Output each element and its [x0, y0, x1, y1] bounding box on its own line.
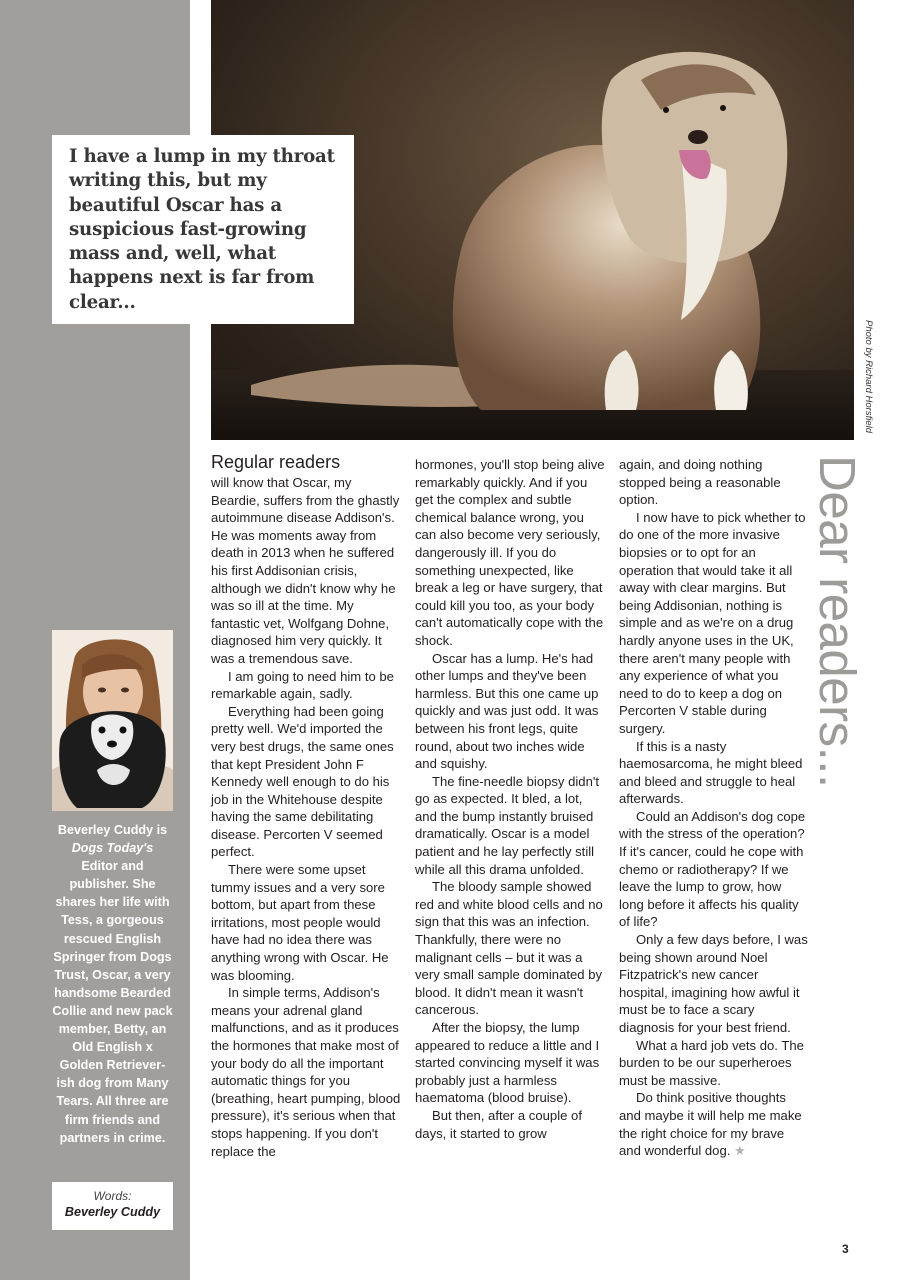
side-heading — [808, 455, 866, 788]
article-paragraph: The bloody sample showed red and white blood cells and no sign that this was an infection. Thankfully, there were no malignant cells – but it was a very small sample dominated by blood. It didn't mean it wasn't cancerous. — [415, 879, 603, 1018]
article-paragraph: If this is a nasty haemosarcoma, he might bleed and bleed and struggle to heal afterwards. — [619, 738, 803, 807]
article-paragraph: But then, after a couple of days, it started to grow — [415, 1107, 582, 1141]
byline-author: Beverley Cuddy — [64, 1205, 161, 1219]
pull-quote-box — [52, 135, 354, 324]
photo-credit-text: Photo by Richard Horsfield — [863, 320, 874, 433]
byline-box — [52, 1182, 173, 1230]
article-paragraph: After the biopsy, the lump appeared to reduce a little and I started convincing myself it was probably just a harmless haematoma (blood bruise). — [415, 1020, 600, 1106]
article-paragraph: Everything had been going pretty well. We'd imported the very best drugs, the same ones that kept President John F Kennedy well enough to do his job in the Whitehouse despite having the same debilitating disease. Percorten V seemed perfect. — [211, 703, 394, 860]
article-paragraph: again, and doing nothing stopped being a reasonable option. — [619, 457, 781, 508]
pull-quote-text: I have a lump in my throat writing this, but my beautiful Oscar has a suspicious fast-growing mass and, well, what happens next is far from clear... — [69, 146, 335, 313]
author-bio-text — [52, 821, 173, 1147]
article-paragraph: What a hard job vets do. The burden to be our superheroes must be massive. — [619, 1037, 804, 1088]
article-paragraph: There were some upset tummy issues and a very sore bottom, but apart from these irritations, most people would have had no idea there was anything wrong with Oscar. He was blooming. — [211, 862, 389, 983]
photo-credit — [862, 320, 874, 450]
bio-magazine-name: Dogs Today's — [71, 841, 154, 856]
article-paragraph: Could an Addison's dog cope with the stress of the operation? If it's cancer, could he cope with chemo or radiotherapy? If we leave the lump to grow, how long before it affects his quality of life? — [619, 808, 806, 930]
end-mark-icon: ★ — [734, 1143, 746, 1159]
author-photo — [52, 630, 173, 811]
article-paragraph-final — [619, 1089, 809, 1159]
article-paragraph: Oscar has a lump. He's had other lumps and they've been harmless. But this one came up quickly and was just odd. It was between his front legs, quite round, about two inches wide and squishy. — [415, 650, 599, 772]
article-paragraph: The fine-needle biopsy didn't go as expected. It bled, a lot, and the bump instantly bruised dramatically. Oscar is a model patient and he lay perfectly still while all this drama unfolded. — [415, 773, 600, 877]
author-bio — [52, 821, 173, 1147]
byline-label: Words: — [93, 1189, 132, 1203]
article-paragraph: In simple terms, Addison's means your adrenal gland malfunctions, and as it produces the hormones that make most of your body do all the important automatic things for you (breathing, heart pumping, blood pressure), it's serious when that stops happening. If you don't replace the — [211, 985, 401, 1159]
final-paragraph-text: Do think positive thoughts and maybe it will help me make the right choice for my brave and wonderful dog. — [619, 1090, 802, 1159]
side-heading-text: Dear readers... — [809, 455, 866, 788]
article-lead-in: Regular readers — [211, 452, 341, 472]
article-paragraph: hormones, you'll stop being alive remarkably quickly. And if you get the complex and subtle chemical balance wrong, you can also become very seriously, dangerously ill. If you do something unexpected, like break a leg or have surgery, that could kill you too, as your body can't automatically cope with the shock. — [415, 457, 605, 648]
article-paragraph: I now have to pick whether to do one of the more invasive biopsies or to opt for an operation that would take it all away with clear margins. But being Addisonian, nothing is simple and as we're on a drug hardly anyone uses in the UK, there aren't many people with any experience of what you need to do to keep a dog on Percorten V stable during surgery. — [619, 509, 806, 736]
bio-part-1: Beverley Cuddy is — [57, 823, 168, 837]
page-number: 3 — [842, 1242, 849, 1256]
article-paragraph: will know that Oscar, my Beardie, suffers from the ghastly autoimmune disease Addison's. He was moments away from death in 2013 when he suffered his first Addisonian crisis, although we didn't know why he was so ill at the time. My fantastic vet, Wolfgang Dohne, diagnosed him very quickly. It was a tremendous save. — [211, 475, 400, 666]
bio-part-2: Editor and publisher. She shares her life with Tess, a gorgeous rescued English Springer from Dogs Trust, Oscar, a very handsome Bearded Collie and new pack member, Betty, an Old English x Golden Retriever-ish dog from Many Tears. All three are firm friends and partners in crime. — [52, 859, 173, 1145]
author-with-dog-illustration — [52, 630, 173, 811]
article-column-1 — [211, 451, 403, 1160]
article-column-3 — [619, 456, 809, 1160]
article-paragraph: Only a few days before, I was being shown around Noel Fitzpatrick's new cancer hospital, imagining how awful it must be to face a scary diagnosis for your best friend. — [619, 932, 808, 1035]
article-column-2 — [415, 456, 605, 1142]
article-paragraph: I am going to need him to be remarkable again, sadly. — [211, 668, 394, 702]
